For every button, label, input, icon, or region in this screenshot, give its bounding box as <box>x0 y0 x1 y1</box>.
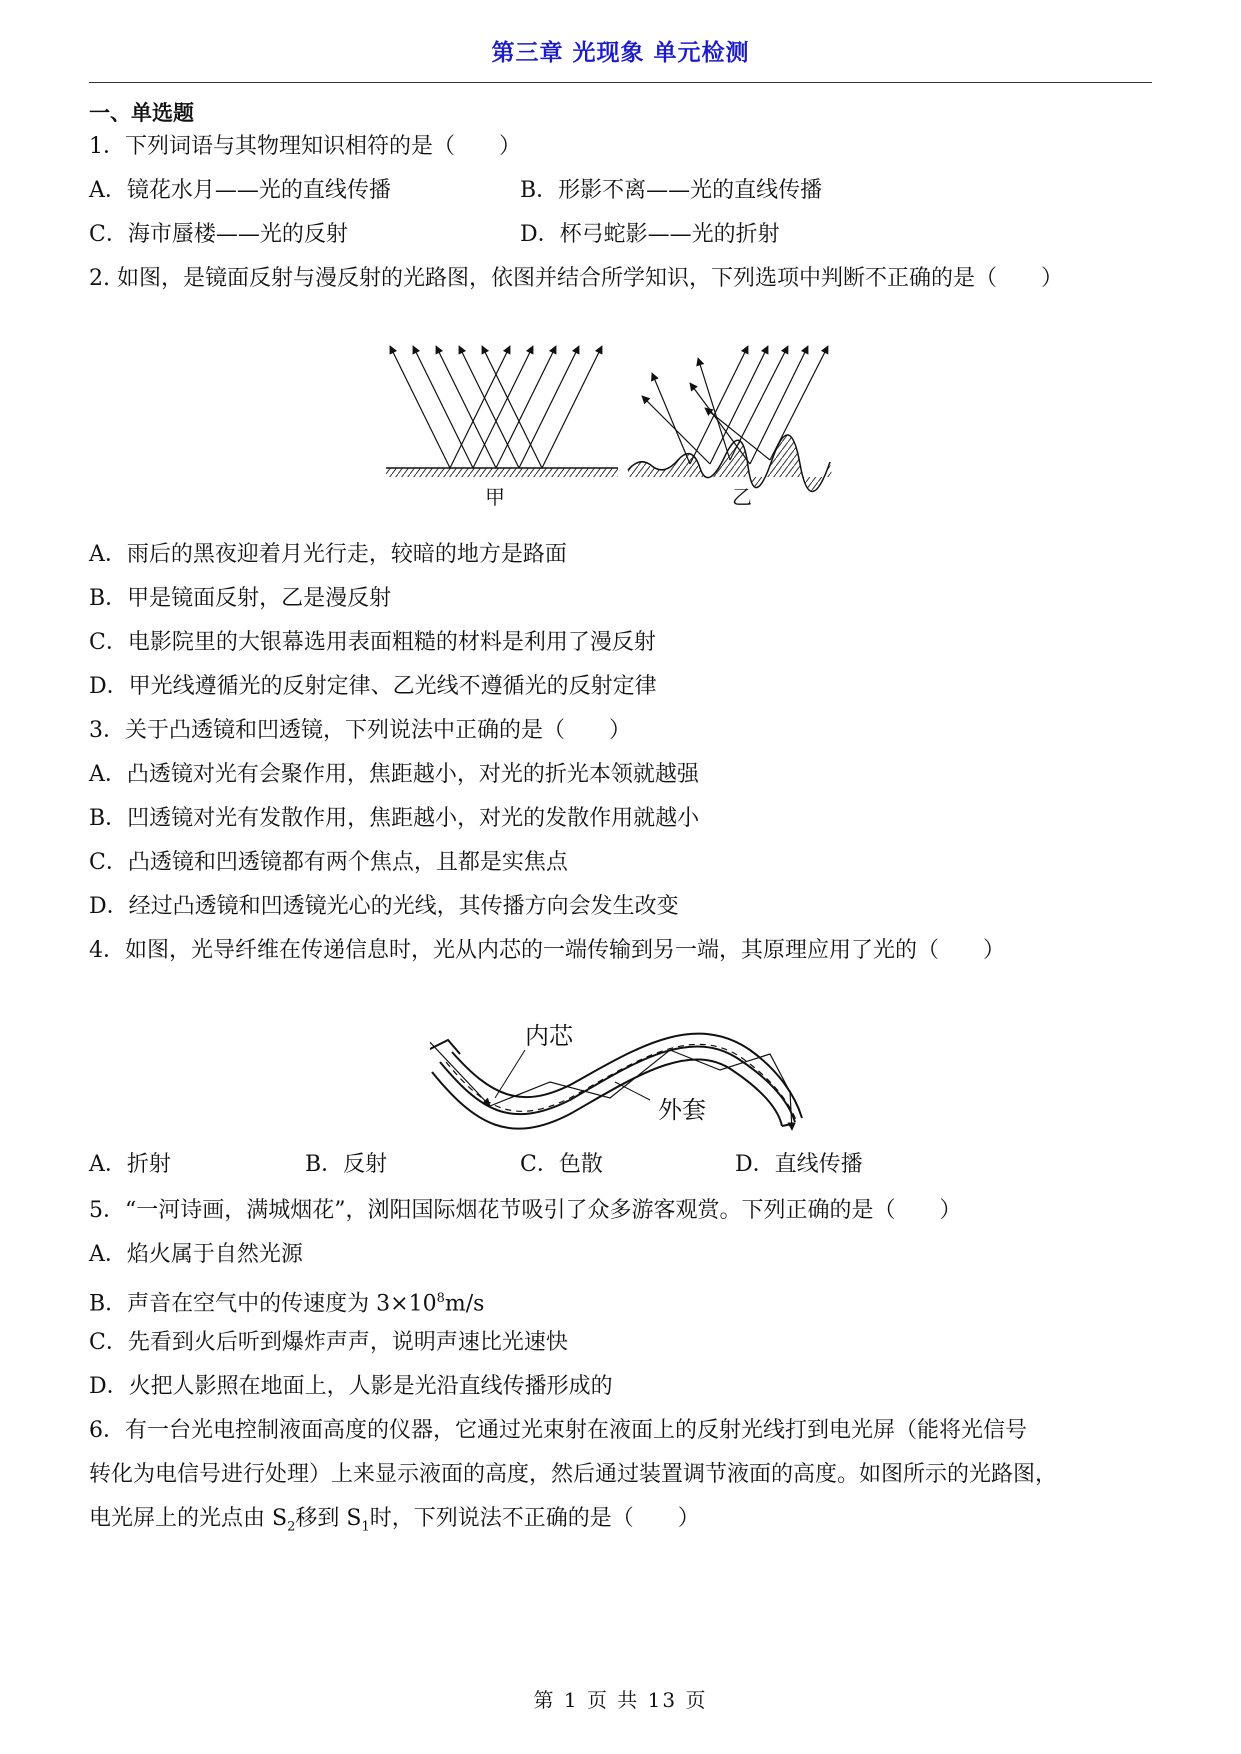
specular-reflection-figure <box>386 346 618 477</box>
fig-label-core: 内芯 <box>525 1022 573 1050</box>
q1-option-d: D．杯弓蛇影——光的折射 <box>520 222 780 247</box>
q4-option-b: B．反射 <box>305 1152 388 1177</box>
q6-stem-line-2: 转化为电信号进行处理）上来显示液面的高度，然后通过装置调节液面的高度。如图所示的光路图， <box>89 1462 1058 1487</box>
section-title: 一、单选题 <box>89 101 194 125</box>
fig-label-cladding: 外套 <box>658 1096 706 1124</box>
reflection-diagram <box>380 338 860 518</box>
q1-option-a: A．镜花水月——光的直线传播 <box>89 178 391 203</box>
q1-stem: 1．下列词语与其物理知识相符的是（ ） <box>89 134 521 159</box>
q5-stem: 5．“一河诗画，满城烟花”，浏阳国际烟花节吸引了众多游客观赏。下列正确的是（ ） <box>89 1198 962 1223</box>
q4-option-d: D．直线传播 <box>735 1152 863 1177</box>
q5-option-a: A．焰火属于自然光源 <box>89 1242 303 1267</box>
q4-option-c: C．色散 <box>520 1152 603 1177</box>
q5-option-d: D．火把人影照在地面上，人影是光沿直线传播形成的 <box>89 1374 613 1399</box>
q6-stem-line-1: 6．有一台光电控制液面高度的仪器，它通过光束射在液面上的反射光线打到电光屏（能将光信号 <box>89 1418 1028 1443</box>
q2-stem: 2. 如图，是镜面反射与漫反射的光路图，依图并结合所学知识，下列选项中判断不正确的是（ ） <box>89 266 1063 291</box>
q2-option-d: D．甲光线遵循光的反射定律、乙光线不遵循光的反射定律 <box>89 674 657 699</box>
fig-label-jia: 甲 <box>485 485 505 509</box>
q3-option-b: B．凹透镜对光有发散作用，焦距越小，对光的发散作用就越小 <box>89 806 700 831</box>
q5-option-c: C．先看到火后听到爆炸声声，说明声速比光速快 <box>89 1330 568 1355</box>
diffuse-reflection-figure <box>628 346 832 492</box>
q2-option-c: C．电影院里的大银幕选用表面粗糙的材料是利用了漫反射 <box>89 630 656 655</box>
optical-fiber-diagram <box>430 1010 810 1140</box>
fig-label-yi: 乙 <box>732 485 752 509</box>
header-divider <box>89 82 1152 83</box>
q4-stem: 4．如图，光导纤维在传递信息时，光从内芯的一端传输到另一端，其原理应用了光的（ ） <box>89 938 1006 963</box>
q1-option-c: C．海市蜃楼——光的反射 <box>89 222 348 247</box>
q6-stem-line-3: 电光屏上的光点由 $S_2$移到 $S_1$时，下列说法不正确的是（ ） <box>89 1506 700 1535</box>
q3-option-d: D．经过凸透镜和凹透镜光心的光线，其传播方向会发生改变 <box>89 894 679 919</box>
q4-option-a: A．折射 <box>89 1152 171 1177</box>
page-footer: 第 1 页 共 13 页 <box>533 1688 708 1712</box>
q2-option-a: A．雨后的黑夜迎着月光行走，较暗的地方是路面 <box>89 542 567 567</box>
q3-stem: 3．关于凸透镜和凹透镜，下列说法中正确的是（ ） <box>89 718 631 743</box>
q2-option-b: B．甲是镜面反射，乙是漫反射 <box>89 586 392 611</box>
q3-option-c: C．凸透镜和凹透镜都有两个焦点，且都是实焦点 <box>89 850 568 875</box>
q3-option-a: A．凸透镜对光有会聚作用，焦距越小，对光的折光本领就越强 <box>89 762 699 787</box>
q1-option-b: B．形影不离——光的直线传播 <box>520 178 823 203</box>
q5-option-b: B．声音在空气中的传速度为 $3\times 10^8m/s$ <box>89 1291 485 1317</box>
page-title: 第三章 光现象 单元检测 <box>491 40 750 66</box>
